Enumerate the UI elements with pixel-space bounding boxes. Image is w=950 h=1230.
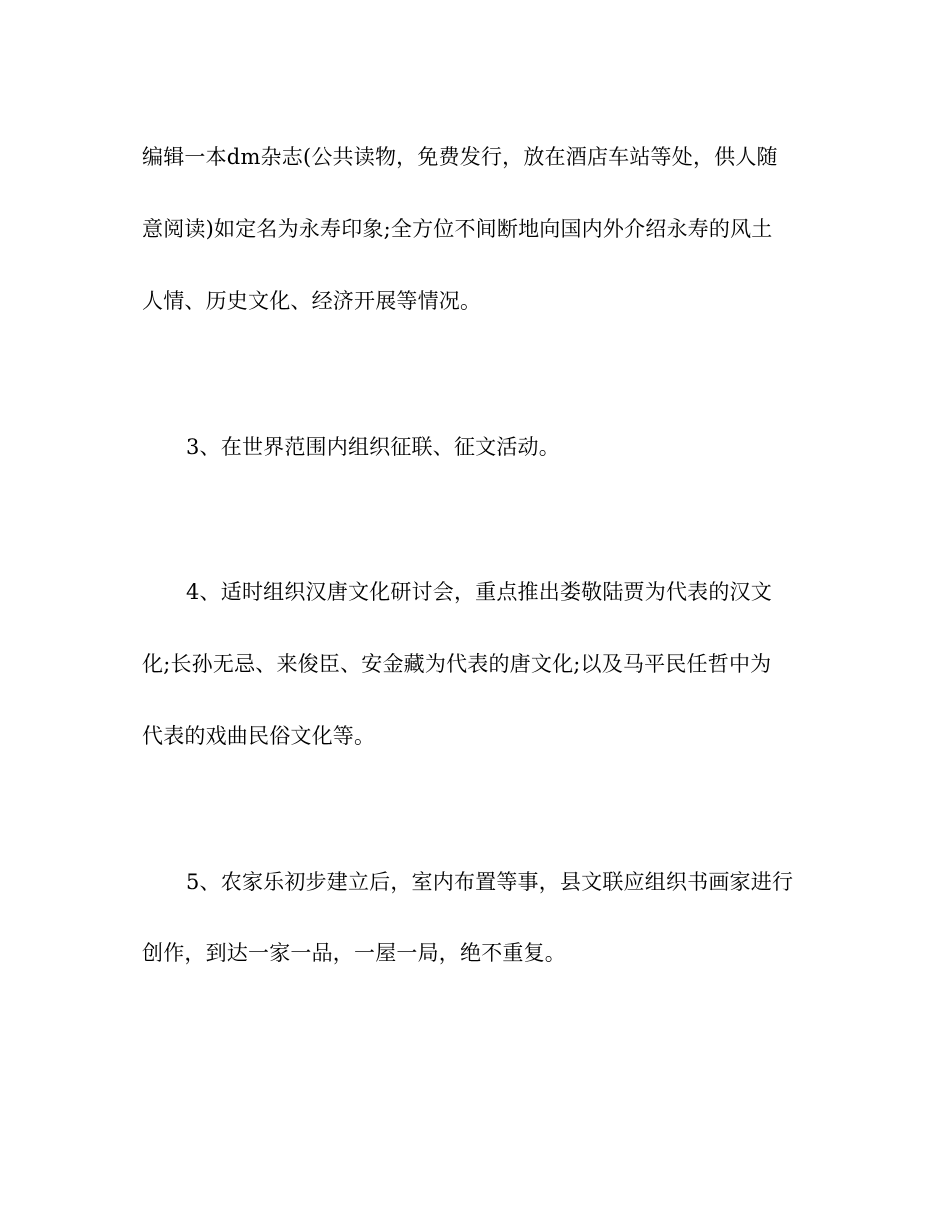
paragraph-1-line-2: 意阅读)如定名为永寿印象;全方位不间断地向国内外介绍永寿的风土 <box>142 217 773 241</box>
paragraph-4-line-2: 创作，到达一家一品，一屋一局，绝不重复。 <box>142 941 566 965</box>
paragraph-3-line-2: 化;长孙无忌、来俊臣、安金藏为代表的唐文化;以及马平民任哲中为 <box>142 652 772 676</box>
paragraph-1-line-1: 编辑一本dm杂志(公共读物，免费发行，放在酒店车站等处，供人随 <box>142 145 778 169</box>
paragraph-1-line-3: 人情、历史文化、经济开展等情况。 <box>142 289 482 313</box>
paragraph-2-line-1: 3、在世界范围内组织征联、征文活动。 <box>186 435 560 459</box>
paragraph-3-line-3: 代表的戏曲民俗文化等。 <box>142 724 376 748</box>
paragraph-3-line-1: 4、适时组织汉唐文化研讨会，重点推出娄敬陆贾为代表的汉文 <box>186 580 772 604</box>
paragraph-4-line-1: 5、农家乐初步建立后，室内布置等事，县文联应组织书画家进行 <box>186 870 794 894</box>
